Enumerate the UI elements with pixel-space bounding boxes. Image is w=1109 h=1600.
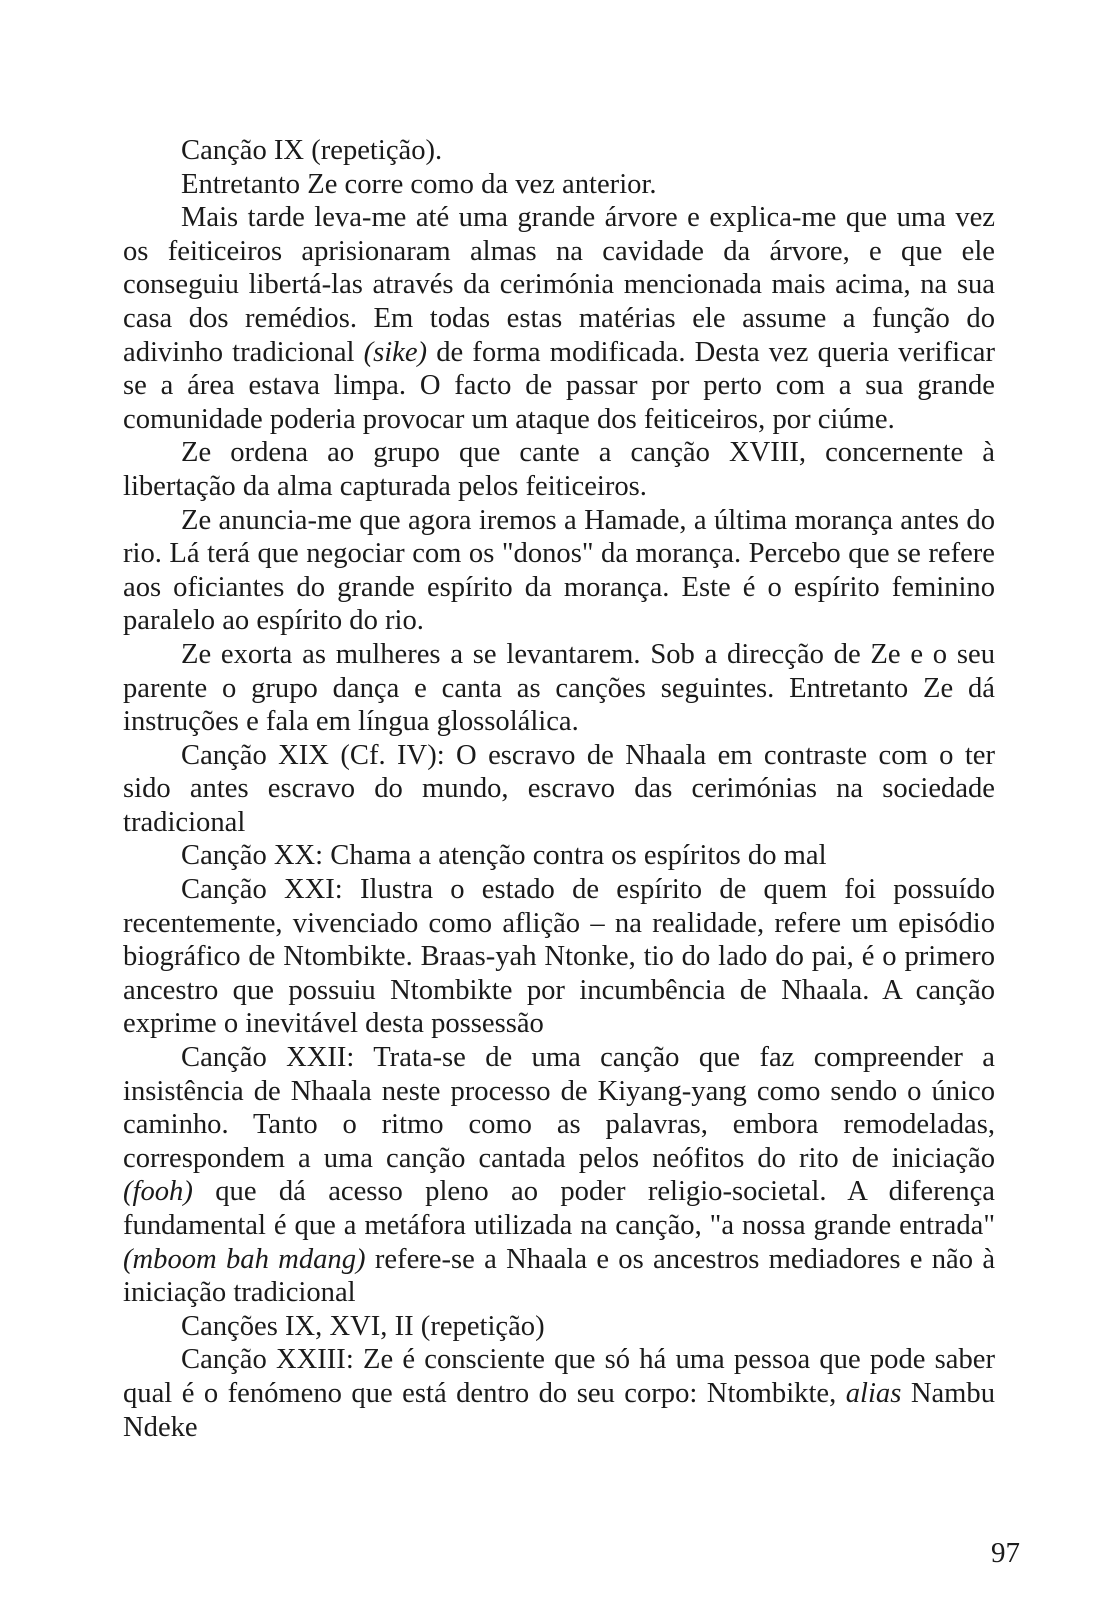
paragraph [123,201,995,436]
text-run: Canções IX, XVI, II (repetição) [181,1310,545,1342]
paragraph [123,436,995,503]
text-run: Canção XXI: Ilustra o estado de espírito de quem foi possuído recentemente, vivenciado como aflição – na realidade, refere um episódio biográfico de Ntombikte. Braas-yah Ntonke, tio do lado do pai, é o primero ancestro que possuiu Ntombikte por incumbência de Nhaala. A canção exprime o inevitável desta possessão [123,874,995,1040]
paragraph [123,638,995,739]
text-run: Canção XX: Chama a atenção contra os espíritos do mal [181,840,827,872]
paragraph [123,1310,995,1344]
text-run: Ze ordena ao grupo que cante a canção XVIII, concernente à libertação da alma capturada pelos feiticeiros. [123,437,995,502]
text-run: de forma modificada. Desta vez queria verificar se a área estava limpa. O facto de passar por perto com a sua grande comunidade poderia provocar um ataque dos feiticeiros, por ciúme. [123,336,995,435]
page-number: 97 [991,1537,1020,1569]
paragraph [123,873,995,1041]
paragraph [123,839,995,873]
text-run: Nambu Ndeke [123,1377,996,1443]
text-run: Mais tarde leva-me até uma grande árvore e explica-me que uma vez os feiticeiros aprisionaram almas na cavidade da árvore, e que ele conseguiu libertá-las através da cerimónia mencionada mais acima, na sua casa dos remédios. Em todas estas matérias ele assume a função do adivinho tradicional [123,202,995,368]
text-run: que dá acesso pleno ao poder religio-societal. A diferença fundamental é que a metáfora utilizada na canção, "a nossa grande entrada" [123,1176,995,1241]
italic-term: (sike) [363,336,428,368]
paragraph [123,739,995,840]
text-run: Canção XIX (Cf. IV): O escravo de Nhaala em contraste com o ter sido antes escravo do mundo, escravo das cerimónias na sociedade tradicional [123,739,995,838]
text-run: Entretanto Ze corre como da vez anterior. [181,168,657,200]
text-run: Canção XXIII: Ze é consciente que só há uma pessoa que pode saber qual é o fenómeno que está dentro do seu corpo: Ntombikte, [123,1344,995,1409]
paragraph [123,504,995,638]
paragraph [123,1041,995,1310]
text-run: Canção IX (repetição). [181,135,443,166]
italic-term: (mboom bah mdang) [123,1243,366,1275]
text-run: Ze exorta as mulheres a se levantarem. Sob a direcção de Ze e o seu parente o grupo dança e canta as canções seguintes. Entretanto Ze dá instruções e fala em língua glossolálica. [123,638,995,738]
body-text [123,134,995,1444]
text-run: Canção XXII: Trata-se de uma canção que faz compreender a insistência de Nhaala neste processo de Kiyang-yang como sendo o único caminho. Tanto o ritmo como as palavras, embora remodeladas, correspondem a uma canção cantada pelos neófitos do rito de iniciação [123,1042,995,1174]
italic-term: (fooh) [123,1176,193,1208]
paragraph [123,134,995,168]
italic-term: alias [845,1377,902,1409]
text-run: refere-se a Nhaala e os ancestros mediadores e não à iniciação tradicional [123,1243,996,1309]
text-run: Ze anuncia-me que agora iremos a Hamade, a última morança antes do rio. Lá terá que negociar com os "donos" da morança. Percebo que se refere aos oficiantes do grande espírito da morança. Este é o espírito feminino paralelo ao espírito do rio. [123,504,995,637]
paragraph [123,1343,995,1444]
paragraph [123,168,995,202]
